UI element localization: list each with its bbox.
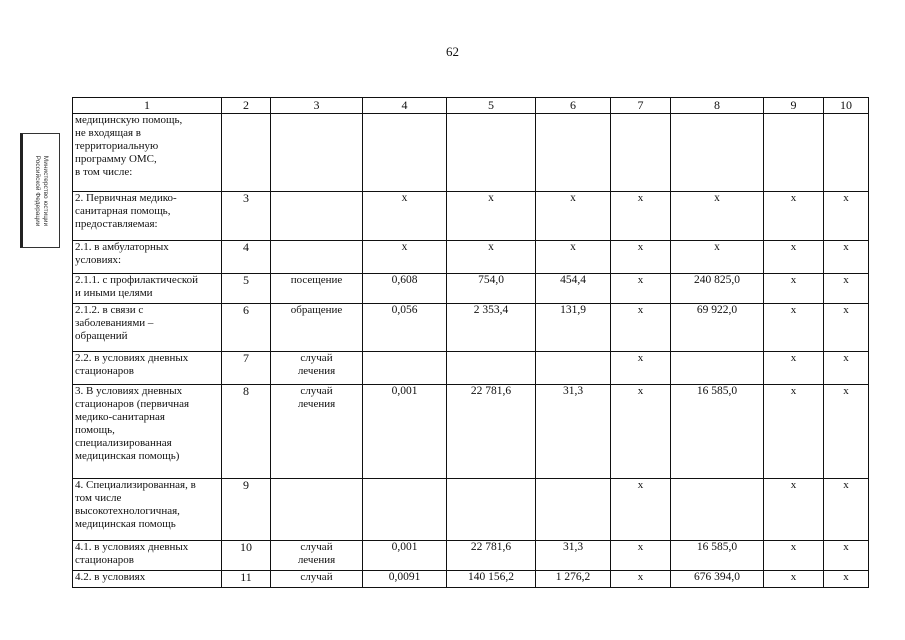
table-row — [73, 241, 869, 274]
table-cell: х — [824, 571, 869, 588]
unit-cell-line: случай — [300, 541, 333, 553]
table-cell: 0,056 — [363, 304, 447, 352]
table-cell: х — [611, 192, 671, 241]
row-label-line: санитарная помощь, — [75, 205, 171, 217]
row-label — [73, 114, 222, 192]
table-cell: 22 781,6 — [447, 541, 536, 571]
row-label — [73, 541, 222, 571]
row-label-line: заболеваниями – — [75, 317, 154, 329]
table-cell: 16 585,0 — [671, 385, 764, 479]
unit-cell — [271, 274, 363, 304]
table-row — [73, 304, 869, 352]
row-label — [73, 192, 222, 241]
page-number: 62 — [446, 44, 459, 59]
unit-cell — [271, 192, 363, 241]
row-label — [73, 274, 222, 304]
table-cell — [611, 114, 671, 192]
table-cell: х — [764, 385, 824, 479]
unit-cell — [271, 571, 363, 588]
table-cell: х — [611, 571, 671, 588]
row-label-line: 2.1. в амбулаторных — [75, 241, 169, 253]
header-cell: 8 — [671, 98, 764, 114]
row-label-line: 2.2. в условиях дневных — [75, 352, 189, 364]
row-label-line: том числе — [75, 492, 122, 504]
header-cell: 2 — [222, 98, 271, 114]
unit-cell-line: лечения — [297, 398, 336, 410]
table-cell — [671, 114, 764, 192]
table-cell: х — [536, 241, 611, 274]
row-label — [73, 241, 222, 274]
table-cell: х — [764, 352, 824, 385]
row-label-line: 4.2. в условиях — [75, 571, 146, 583]
row-label — [73, 352, 222, 385]
table-cell: 3 — [222, 192, 271, 241]
table-cell — [671, 352, 764, 385]
table-cell: 454,4 — [536, 274, 611, 304]
table-body — [73, 98, 869, 588]
table-cell: х — [764, 541, 824, 571]
table-cell: х — [824, 304, 869, 352]
table-cell: х — [824, 385, 869, 479]
table-cell: 9 — [222, 479, 271, 541]
table-cell: х — [671, 192, 764, 241]
row-label-line: программу ОМС, — [75, 153, 157, 165]
table-cell — [536, 352, 611, 385]
row-label-line: медицинская помощь) — [75, 450, 180, 462]
row-label-line: не входящая в — [75, 127, 141, 139]
row-label-line: стационаров (первичная — [75, 398, 190, 410]
stamp-line-2: Российской Федерации — [34, 155, 41, 226]
row-label-line: стационаров — [75, 554, 134, 566]
table-cell: 8 — [222, 385, 271, 479]
table-cell: х — [824, 274, 869, 304]
row-label-line: 2.1.1. с профилактической — [75, 274, 199, 286]
header-cell: 5 — [447, 98, 536, 114]
registration-stamp — [20, 133, 60, 248]
table-cell — [363, 479, 447, 541]
table-cell: х — [611, 385, 671, 479]
table-cell: 31,3 — [536, 385, 611, 479]
table-cell: 2 353,4 — [447, 304, 536, 352]
table-cell: 0,001 — [363, 541, 447, 571]
table-cell: х — [764, 192, 824, 241]
header-cell: 10 — [824, 98, 869, 114]
row-label-line: медико-санитарная — [75, 411, 165, 423]
table-cell: 0,0091 — [363, 571, 447, 588]
stamp-text — [33, 135, 49, 247]
table-cell: х — [764, 274, 824, 304]
row-label-line: помощь, — [75, 424, 115, 436]
row-label-line: территориальную — [75, 140, 159, 152]
row-label-line: медицинская помощь — [75, 518, 176, 530]
row-label-line: предоставляемая: — [75, 218, 158, 230]
table-cell: 22 781,6 — [447, 385, 536, 479]
table-row — [73, 385, 869, 479]
row-label-line: 4.1. в условиях дневных — [75, 541, 189, 553]
row-label-line: 4. Специализированная, в — [75, 479, 196, 491]
header-row — [73, 98, 869, 114]
row-label-line: 2. Первичная медико- — [75, 192, 177, 204]
table-row — [73, 479, 869, 541]
unit-cell — [271, 352, 363, 385]
table-cell: 754,0 — [447, 274, 536, 304]
table-cell: х — [363, 241, 447, 274]
unit-cell-line: лечения — [297, 365, 336, 377]
unit-cell — [271, 304, 363, 352]
table-cell: х — [611, 352, 671, 385]
unit-cell — [271, 479, 363, 541]
table-cell: х — [764, 304, 824, 352]
row-label-line: медицинскую помощь, — [75, 114, 183, 126]
table-row — [73, 192, 869, 241]
row-label — [73, 385, 222, 479]
table-cell: х — [611, 274, 671, 304]
table-cell — [764, 114, 824, 192]
table-cell — [536, 479, 611, 541]
unit-cell — [271, 114, 363, 192]
table-cell: х — [611, 541, 671, 571]
table-cell: х — [764, 241, 824, 274]
row-label-line: условиях: — [75, 254, 122, 266]
table-cell — [824, 114, 869, 192]
table-cell: х — [824, 192, 869, 241]
unit-cell-line: лечения — [297, 554, 336, 566]
header-cell: 4 — [363, 98, 447, 114]
header-cell: 6 — [536, 98, 611, 114]
unit-cell-line: случай — [300, 385, 333, 397]
table-cell: х — [671, 241, 764, 274]
table-cell — [447, 114, 536, 192]
table-cell: 0,608 — [363, 274, 447, 304]
unit-cell-line: посещение — [290, 274, 343, 286]
table-cell: 7 — [222, 352, 271, 385]
row-label-line: высокотехнологичная, — [75, 505, 180, 517]
unit-cell — [271, 241, 363, 274]
unit-cell-line: случай — [300, 571, 333, 583]
table-cell: х — [363, 192, 447, 241]
table-cell: х — [536, 192, 611, 241]
table-cell: х — [824, 352, 869, 385]
data-table — [72, 97, 869, 588]
header-cell: 3 — [271, 98, 363, 114]
row-label-line: стационаров — [75, 365, 134, 377]
table-cell: х — [764, 479, 824, 541]
table-cell — [447, 352, 536, 385]
stamp-line-1: Министерство юстиции — [42, 155, 49, 226]
row-label-line: 3. В условиях дневных — [75, 385, 183, 397]
table-cell: х — [447, 241, 536, 274]
table-cell — [222, 114, 271, 192]
unit-cell-line: обращение — [290, 304, 343, 316]
header-cell: 9 — [764, 98, 824, 114]
row-label-line: 2.1.2. в связи с — [75, 304, 144, 316]
table-cell: 31,3 — [536, 541, 611, 571]
table-cell — [363, 114, 447, 192]
table-cell: 11 — [222, 571, 271, 588]
row-label — [73, 571, 222, 588]
table-cell: х — [824, 241, 869, 274]
table-cell: х — [447, 192, 536, 241]
table-cell: 6 — [222, 304, 271, 352]
table-cell: 5 — [222, 274, 271, 304]
table-cell — [671, 479, 764, 541]
table-cell: 69 922,0 — [671, 304, 764, 352]
table-cell: 16 585,0 — [671, 541, 764, 571]
table-cell — [363, 352, 447, 385]
table-cell: 0,001 — [363, 385, 447, 479]
table-cell: х — [824, 479, 869, 541]
table-cell: 676 394,0 — [671, 571, 764, 588]
table-row — [73, 114, 869, 192]
row-label-line: в том числе: — [75, 166, 133, 178]
table-cell: 1 276,2 — [536, 571, 611, 588]
table-cell: х — [611, 241, 671, 274]
row-label — [73, 479, 222, 541]
table-cell — [447, 479, 536, 541]
table-cell: 240 825,0 — [671, 274, 764, 304]
unit-cell-line: случай — [300, 352, 333, 364]
table-row — [73, 541, 869, 571]
table-row — [73, 352, 869, 385]
table-cell: 140 156,2 — [447, 571, 536, 588]
table-cell: х — [764, 571, 824, 588]
header-cell: 7 — [611, 98, 671, 114]
row-label-line: обращений — [75, 330, 128, 342]
table-cell: 4 — [222, 241, 271, 274]
table-row — [73, 571, 869, 588]
header-cell: 1 — [73, 98, 222, 114]
row-label — [73, 304, 222, 352]
table-cell: 10 — [222, 541, 271, 571]
unit-cell — [271, 541, 363, 571]
table-cell: х — [824, 541, 869, 571]
table-cell: 131,9 — [536, 304, 611, 352]
table-cell: х — [611, 304, 671, 352]
table-cell — [536, 114, 611, 192]
table-cell: х — [611, 479, 671, 541]
unit-cell — [271, 385, 363, 479]
row-label-line: специализированная — [75, 437, 172, 449]
row-label-line: и иными целями — [75, 287, 153, 299]
table-row — [73, 274, 869, 304]
